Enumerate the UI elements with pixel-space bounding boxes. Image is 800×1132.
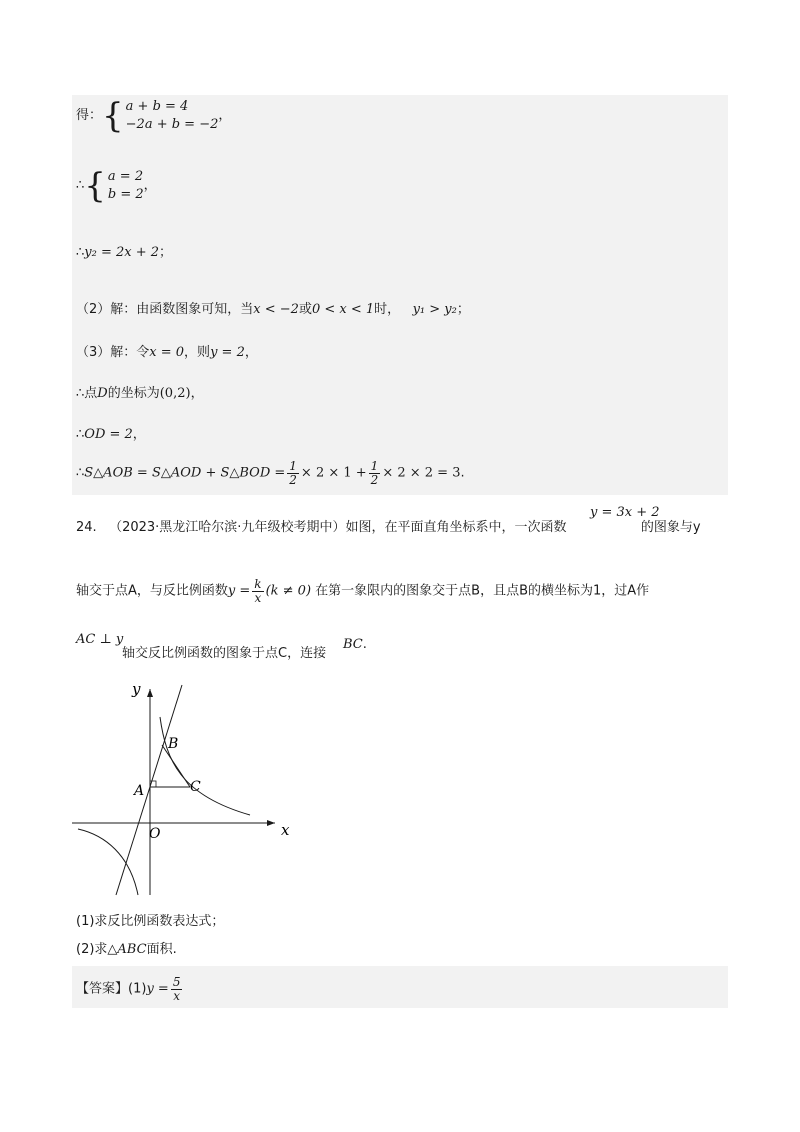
solution-line-area: ∴S△AOB = S△AOD + S△BOD = $\frac{1}{2}$ × 2 × 1 + $\frac{1}{2}$ × 2 × 2 = 3.: [76, 459, 465, 487]
question-number: 24.: [76, 520, 97, 535]
solution-line-part3: （3）解：令x = 0，则y = 2，: [76, 345, 258, 360]
label-x: x: [281, 821, 290, 839]
question-line-3: 轴交反比例函数的图象于点C，连接: [122, 646, 327, 661]
solution-line-part2: （2）解：由函数图象可知，当x < −2或0 < x < 1时， y₁ > y₂；: [76, 302, 470, 317]
function-graph: [70, 675, 310, 900]
solution-line-y2: ∴y₂ = 2x + 2；: [76, 245, 173, 260]
question-func-linear: y = 3x + 2: [590, 505, 660, 520]
solution-line-point-d: ∴点D的坐标为(0,2)，: [76, 386, 204, 401]
label-y: y: [132, 680, 141, 698]
question-seg-bc: BC.: [343, 637, 367, 652]
label-a: A: [134, 783, 145, 799]
label-c: C: [190, 779, 201, 795]
hyperbola-branch-q1: [160, 717, 250, 815]
question-perp: AC ⊥ y: [76, 632, 124, 647]
y-axis-arrow: [147, 689, 153, 697]
subquestion-2: (2)求△ABC面积.: [76, 942, 177, 957]
subquestion-1: (1)求反比例函数表达式；: [76, 914, 225, 929]
hyperbola-branch-q3: [78, 829, 138, 895]
question-line-2: 轴交于点A，与反比例函数y = $\frac{k}{x}$ (k ≠ 0) 在第一象限内的图象交于点B，且点B的横坐标为1，过A作: [76, 577, 650, 605]
question-line-1: 24. （2023·黑龙江哈尔滨·九年级校考期中）如图，在平面直角坐标系中，一次函数 的图象与y: [76, 520, 701, 535]
x-axis-arrow: [267, 820, 275, 826]
answer-line: 【答案】(1)y = $\frac{5}{x}$: [76, 975, 181, 1003]
label-b: B: [168, 736, 179, 752]
solution-line-od: ∴OD = 2，: [76, 427, 146, 442]
label-o: O: [149, 826, 161, 842]
solution-line-system-2: ∴{ a = 2 b = 2，: [76, 166, 157, 206]
solution-line-system-1: 得：{ a + b = 4 −2a + b = −2，: [76, 96, 232, 136]
answer-label: 【答案】: [76, 981, 129, 997]
solution-block: [72, 95, 728, 495]
